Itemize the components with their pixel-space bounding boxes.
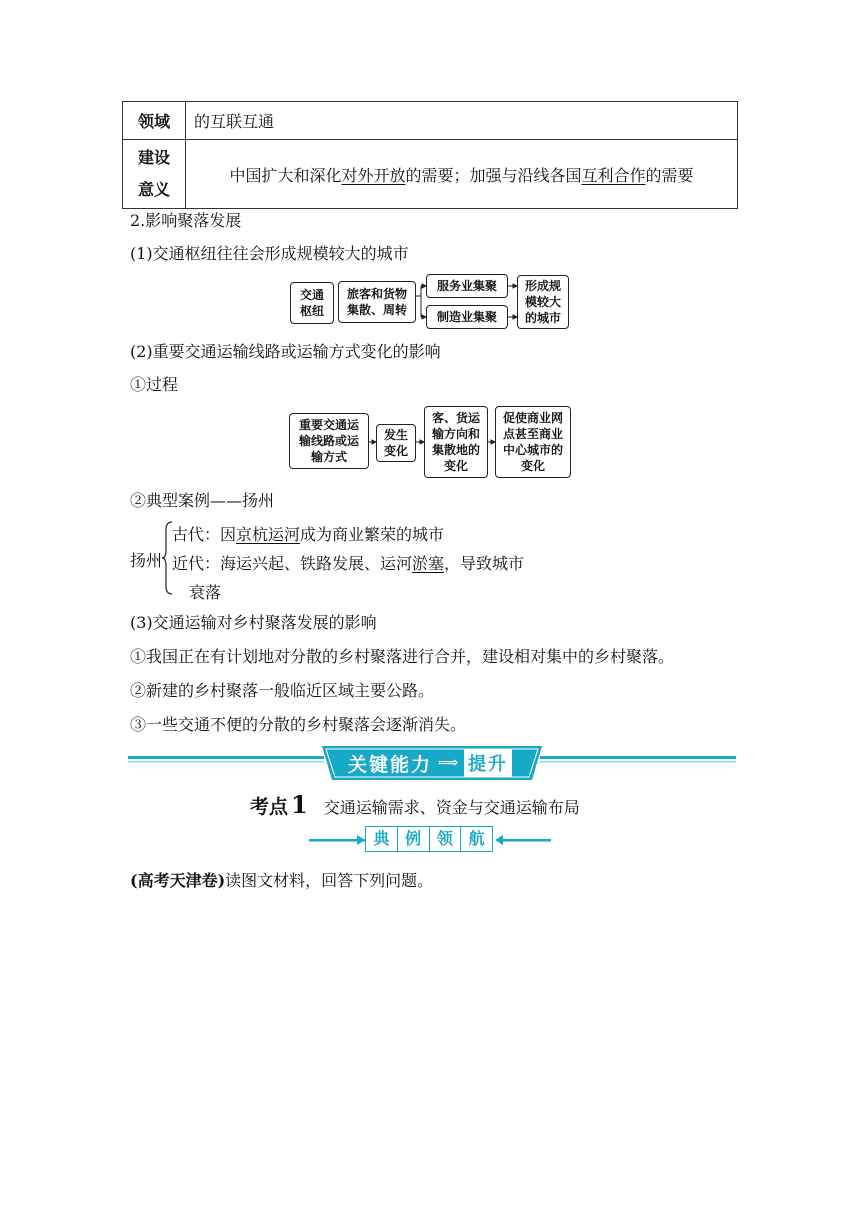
- ancient-line: [172, 522, 444, 545]
- flow-box-city: 形成规 模较大 的城市: [517, 275, 569, 329]
- text: 的需要；加强与沿线各国: [405, 165, 582, 185]
- double-arrow-icon: ⟹: [437, 755, 459, 771]
- subsection-title: (2)重要交通运输线路或运输方式变化的影响: [130, 342, 441, 361]
- modern-line: [172, 551, 524, 574]
- list-item: ②新建的乡村聚落一般临近区域主要公路。: [130, 681, 435, 700]
- flow-box-commerce: 促使商业网 点甚至商业 中心城市的 变化: [495, 406, 571, 478]
- section-title: 2.影响聚落发展: [130, 211, 242, 230]
- flow-box-change: 发生 变化: [376, 424, 416, 462]
- dianli-badge: [365, 826, 493, 852]
- text: 的需要: [645, 165, 694, 185]
- question-text: 读图文材料，回答下列问题。: [225, 871, 434, 890]
- flow-box-route: 重要交通运 输线路或运 输方式: [289, 413, 369, 469]
- underlined-term: 互利合作: [581, 165, 646, 185]
- subsection-title: (3)交通运输对乡村聚落发展的影响: [130, 613, 377, 632]
- dianli-char: 航: [468, 829, 485, 848]
- kaodian-title: 交通运输需求、资金与交通运输布局: [323, 798, 580, 817]
- case-title: ②典型案例——扬州: [130, 491, 275, 510]
- question-line: [130, 870, 433, 892]
- banner-right-text: 提升: [464, 749, 512, 777]
- kaodian-heading: [250, 790, 580, 819]
- banner-left-text: 关键能力: [347, 753, 432, 776]
- flow-box-hub: 交通 枢纽: [290, 282, 334, 324]
- flow-box-manufacturing: 制造业集聚: [426, 305, 508, 329]
- underlined-term: 对外开放: [341, 165, 406, 185]
- list-item: ③一些交通不便的分散的乡村聚落会逐渐消失。: [130, 715, 467, 734]
- row-label-part: 建设: [137, 148, 170, 167]
- banner-title: [322, 746, 538, 780]
- flow-box-transit: 旅客和货物 集散、周转: [338, 281, 416, 323]
- modern-line-cont: 衰落: [189, 583, 222, 602]
- row-value: 的互联互通: [186, 102, 738, 140]
- text: 古代：因: [172, 525, 237, 544]
- row-label: 领域: [123, 102, 186, 140]
- yangzhou-label: 扬州: [130, 551, 163, 570]
- text: ，导致城市: [444, 554, 525, 573]
- subsection-title: (1)交通枢纽往往会形成规模较大的城市: [130, 244, 409, 263]
- kaodian-number: 1: [291, 790, 308, 819]
- question-source: (高考天津卷): [130, 871, 226, 890]
- dianli-char: 例: [398, 827, 430, 851]
- dianli-char: 领: [430, 827, 462, 851]
- text: 中国扩大和深化: [229, 165, 342, 185]
- flow-box-distribution: 客、货运 输方向和 集散地的 变化: [424, 406, 488, 478]
- process-label: ①过程: [130, 375, 179, 394]
- list-item: ①我国正在有计划地对分散的乡村聚落进行合并，建设相对集中的乡村聚落。: [130, 647, 675, 666]
- underlined-term: 京杭运河: [236, 525, 301, 544]
- text: 成为商业繁荣的城市: [300, 525, 445, 544]
- kaodian-label: 考点: [250, 796, 289, 818]
- dianli-char: 典: [366, 827, 398, 851]
- row-label-part: 意义: [137, 180, 170, 199]
- underlined-term: 淤塞: [412, 554, 445, 573]
- flow-box-service: 服务业集聚: [426, 274, 508, 298]
- text: 近代：海运兴起、铁路发展、运河: [172, 554, 413, 573]
